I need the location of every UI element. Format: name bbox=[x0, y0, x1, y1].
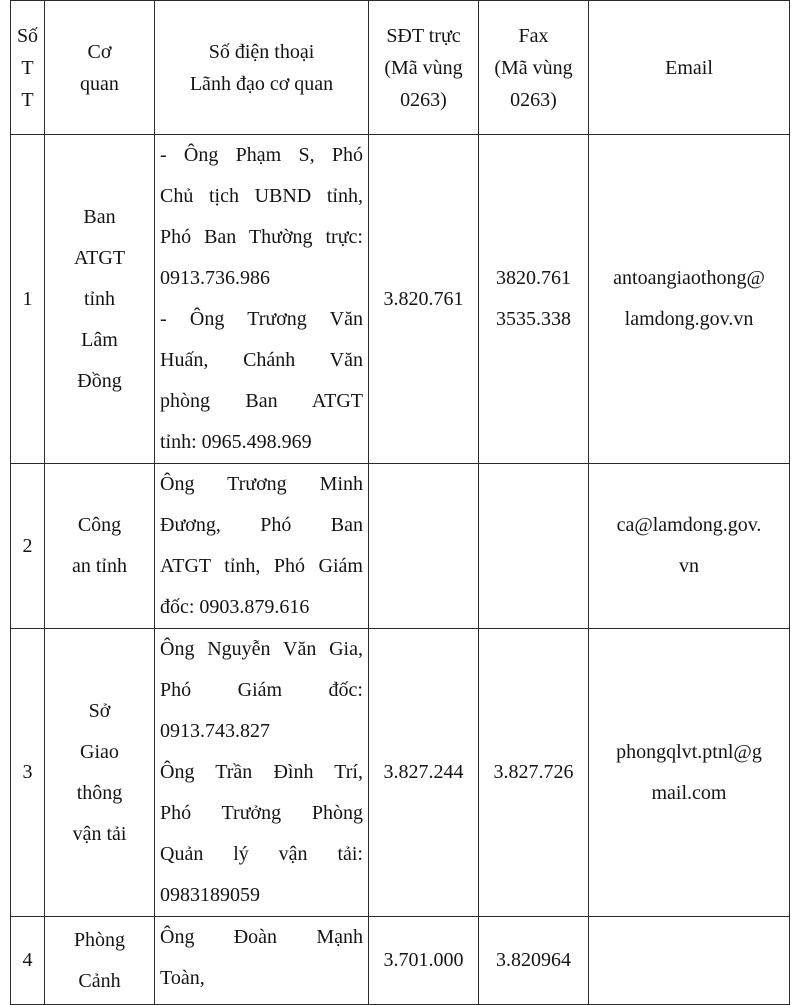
table-row bbox=[11, 464, 790, 629]
row-email: phongqlvt.ptnl@g mail.com bbox=[589, 629, 790, 917]
row-stt: 1 bbox=[11, 135, 45, 464]
row-duty-phone bbox=[369, 464, 479, 629]
header-fax: Fax (Mã vùng 0263) bbox=[479, 1, 589, 135]
leader-line: tỉnh: 0965.498.969 bbox=[160, 431, 312, 453]
row-agency: Ban ATGT tỉnh Lâm Đồng bbox=[45, 135, 155, 464]
row-fax: 3.827.726 bbox=[479, 629, 589, 917]
leader-line: Ông Trương Minh bbox=[160, 473, 363, 495]
leader-line: Đương, Phó Ban bbox=[160, 514, 363, 536]
leader-line: Huấn, Chánh Văn bbox=[160, 349, 363, 371]
row-leader-contact bbox=[155, 464, 369, 629]
leader-line: ATGT tỉnh, Phó Giám bbox=[160, 555, 363, 577]
row-email: ca@lamdong.gov. vn bbox=[589, 464, 790, 629]
row-fax: 3.820964 bbox=[479, 917, 589, 1005]
table-row bbox=[11, 917, 790, 1005]
leader-line: 0913.743.827 bbox=[160, 720, 270, 742]
header-leader-phone: Số điện thoại Lãnh đạo cơ quan bbox=[155, 1, 369, 135]
table-row bbox=[11, 629, 790, 917]
row-duty-phone: 3.701.000 bbox=[369, 917, 479, 1005]
leader-line: Phó Trưởng Phòng bbox=[160, 802, 363, 824]
header-stt: Số T T bbox=[11, 1, 45, 135]
leader-line: Phó Giám đốc: bbox=[160, 679, 363, 701]
leader-line: - Ông Phạm S, Phó bbox=[160, 144, 363, 166]
leader-line: 0983189059 bbox=[160, 884, 260, 906]
leader-line: Ông Nguyễn Văn Gia, bbox=[160, 638, 363, 660]
row-duty-phone: 3.820.761 bbox=[369, 135, 479, 464]
leader-line: phòng Ban ATGT bbox=[160, 390, 363, 412]
row-fax bbox=[479, 464, 589, 629]
row-duty-phone: 3.827.244 bbox=[369, 629, 479, 917]
leader-line: đốc: 0903.879.616 bbox=[160, 596, 310, 618]
leader-line: Quản lý vận tải: bbox=[160, 843, 363, 865]
header-agency: Cơ quan bbox=[45, 1, 155, 135]
table-row bbox=[11, 135, 790, 464]
header-email: Email bbox=[589, 1, 790, 135]
leader-line: Phó Ban Thường trực: bbox=[160, 226, 363, 248]
header-row bbox=[11, 1, 790, 135]
row-leader-contact bbox=[155, 135, 369, 464]
row-email bbox=[589, 917, 790, 1005]
leader-line: 0913.736.986 bbox=[160, 267, 270, 289]
row-email: antoangiaothong@ lamdong.gov.vn bbox=[589, 135, 790, 464]
row-agency: Sở Giao thông vận tải bbox=[45, 629, 155, 917]
row-agency: Phòng Cảnh bbox=[45, 917, 155, 1005]
row-stt: 2 bbox=[11, 464, 45, 629]
agency-contact-table bbox=[10, 0, 790, 1005]
row-fax: 3820.761 3535.338 bbox=[479, 135, 589, 464]
header-duty-phone: SĐT trực (Mã vùng 0263) bbox=[369, 1, 479, 135]
leader-line: Toàn, bbox=[160, 967, 205, 989]
leader-line: Ông Đoàn Mạnh bbox=[160, 926, 363, 948]
row-leader-contact bbox=[155, 917, 369, 1005]
leader-line: Ông Trần Đình Trí, bbox=[160, 761, 363, 783]
row-agency: Công an tỉnh bbox=[45, 464, 155, 629]
row-stt: 4 bbox=[11, 917, 45, 1005]
leader-line: Chủ tịch UBND tỉnh, bbox=[160, 185, 363, 207]
leader-line: - Ông Trương Văn bbox=[160, 308, 363, 330]
row-stt: 3 bbox=[11, 629, 45, 917]
row-leader-contact bbox=[155, 629, 369, 917]
